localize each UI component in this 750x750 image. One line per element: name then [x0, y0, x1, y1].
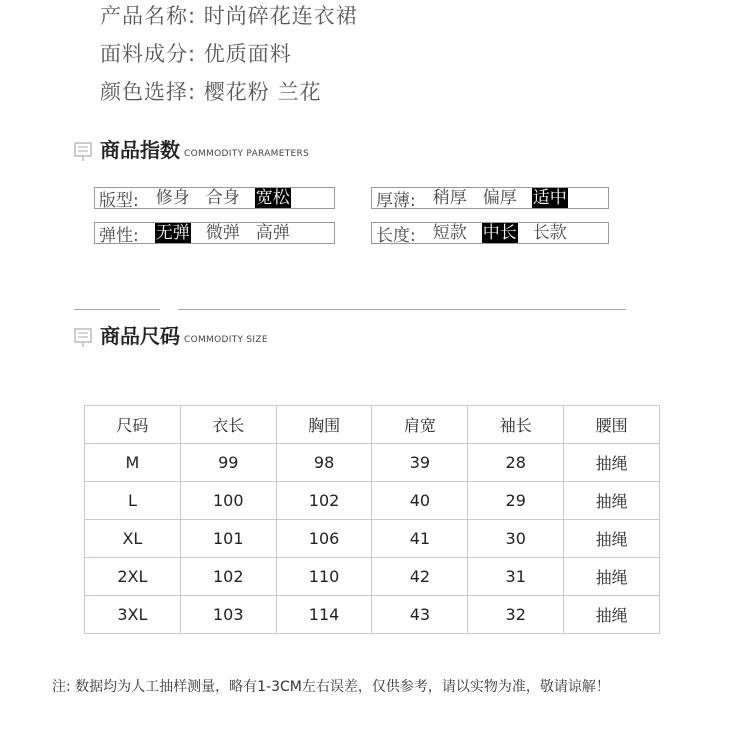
- length-param-box: [371, 222, 609, 244]
- table-row: [85, 482, 660, 520]
- table-cell: 100: [180, 482, 276, 520]
- table-cell: XL: [85, 520, 181, 558]
- table-cell: 102: [276, 482, 372, 520]
- params-section-header: [74, 138, 309, 162]
- length-label: 长度:: [376, 225, 416, 246]
- table-cell: 102: [180, 558, 276, 596]
- table-cell: 抽绳: [564, 482, 660, 520]
- product-name-line: [100, 0, 358, 30]
- fit-option: 修身: [155, 188, 190, 208]
- table-cell: 抽绳: [564, 558, 660, 596]
- table-cell: 42: [372, 558, 468, 596]
- size-table: [84, 405, 660, 634]
- elasticity-option: 高弹: [255, 223, 290, 243]
- divider-long: [178, 309, 626, 310]
- table-cell: 43: [372, 596, 468, 634]
- table-cell: 28: [468, 444, 564, 482]
- fabric-line: [100, 38, 292, 68]
- flag-icon: [74, 140, 96, 162]
- size-subtitle: COMMODITY SIZE: [184, 335, 268, 345]
- table-cell: 114: [276, 596, 372, 634]
- length-option: 短款: [432, 223, 467, 243]
- table-cell: 29: [468, 482, 564, 520]
- thickness-option: 稍厚: [432, 188, 467, 208]
- fit-param-box: [94, 187, 335, 209]
- fabric-value: 优质面料: [203, 42, 292, 66]
- table-cell: 31: [468, 558, 564, 596]
- product-name-label: 产品名称:: [100, 4, 197, 28]
- table-cell: 99: [180, 444, 276, 482]
- table-cell: 101: [180, 520, 276, 558]
- table-cell: 103: [180, 596, 276, 634]
- thickness-label: 厚薄:: [376, 190, 416, 211]
- table-row: [85, 520, 660, 558]
- thickness-param-box: [371, 187, 609, 209]
- elasticity-label: 弹性:: [99, 225, 139, 246]
- header-cell: 肩宽: [372, 406, 468, 444]
- table-cell: M: [85, 444, 181, 482]
- elasticity-param-box: [94, 222, 335, 244]
- table-cell: 30: [468, 520, 564, 558]
- table-row: [85, 444, 660, 482]
- header-cell: 尺码: [85, 406, 181, 444]
- header-cell: 腰围: [564, 406, 660, 444]
- table-cell: 98: [276, 444, 372, 482]
- fabric-label: 面料成分:: [100, 42, 197, 66]
- flag-icon: [74, 326, 96, 348]
- table-cell: 3XL: [85, 596, 181, 634]
- size-section-header: [74, 324, 268, 348]
- params-title: 商品指数: [100, 138, 180, 162]
- thickness-option: 偏厚: [482, 188, 517, 208]
- table-cell: 抽绳: [564, 444, 660, 482]
- size-title: 商品尺码: [100, 324, 180, 348]
- table-cell: 32: [468, 596, 564, 634]
- table-cell: 41: [372, 520, 468, 558]
- header-cell: 胸围: [276, 406, 372, 444]
- fit-label: 版型:: [99, 190, 139, 211]
- header-cell: 袖长: [468, 406, 564, 444]
- divider-short: [74, 309, 160, 310]
- table-cell: L: [85, 482, 181, 520]
- length-option-selected: 中长: [482, 223, 517, 243]
- elasticity-option: 微弹: [205, 223, 240, 243]
- length-option: 长款: [532, 223, 567, 243]
- color-value: 樱花粉 兰花: [203, 80, 322, 104]
- color-line: [100, 76, 321, 106]
- product-name-value: 时尚碎花连衣裙: [203, 4, 358, 28]
- fit-option: 合身: [205, 188, 240, 208]
- thickness-option-selected: 适中: [532, 188, 567, 208]
- elasticity-option-selected: 无弹: [155, 223, 190, 243]
- table-cell: 抽绳: [564, 520, 660, 558]
- fit-option-selected: 宽松: [255, 188, 290, 208]
- table-cell: 39: [372, 444, 468, 482]
- header-cell: 衣长: [180, 406, 276, 444]
- measurement-note: 注: 数据均为人工抽样测量，略有1-3CM左右误差，仅供参考，请以实物为准，敬请谅解！: [52, 679, 610, 695]
- table-cell: 110: [276, 558, 372, 596]
- table-cell: 40: [372, 482, 468, 520]
- color-label: 颜色选择:: [100, 80, 197, 104]
- table-row: [85, 596, 660, 634]
- table-header-row: [85, 406, 660, 444]
- table-cell: 2XL: [85, 558, 181, 596]
- params-subtitle: COMMODITY PARAMETERS: [184, 149, 310, 159]
- table-cell: 106: [276, 520, 372, 558]
- table-cell: 抽绳: [564, 596, 660, 634]
- table-row: [85, 558, 660, 596]
